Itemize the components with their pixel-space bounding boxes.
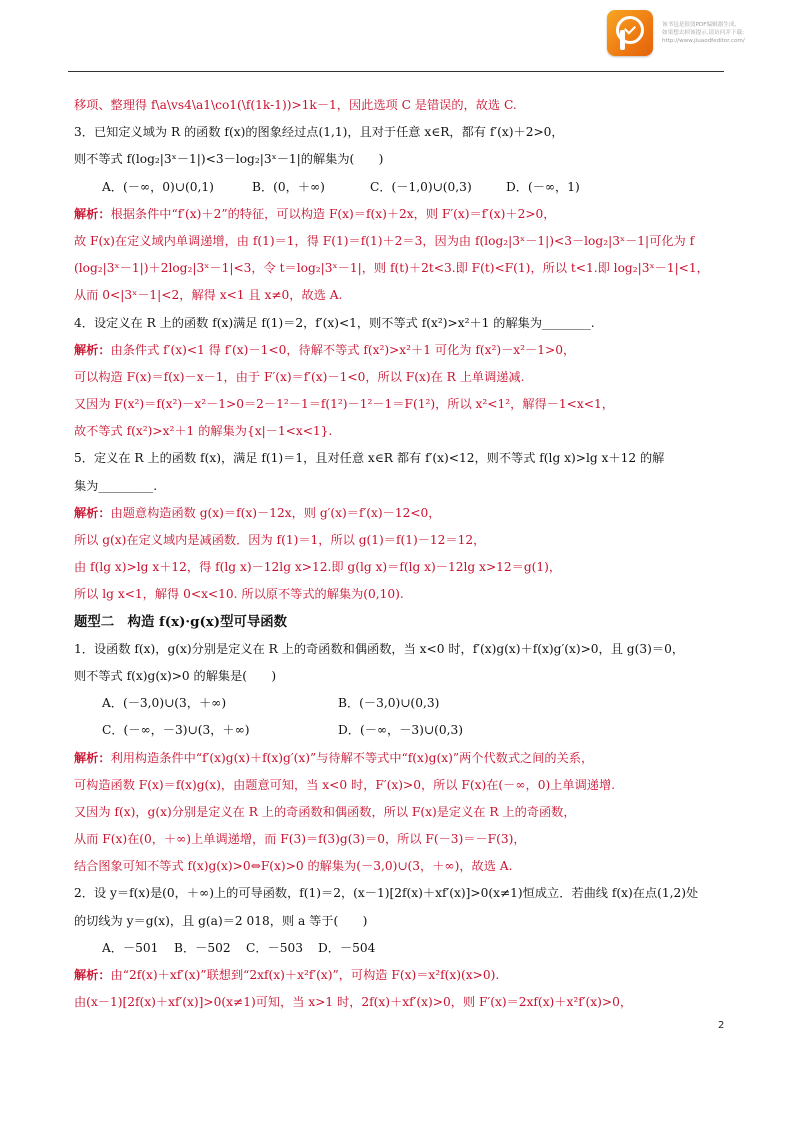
solution-label: 解析： — [74, 342, 111, 357]
solution-line: 由 f(lg x)>lg x＋12，得 f(lg x)－12lg x>12.即 g(lg x)＝f(lg x)－12lg x>12＝g(1)， — [74, 560, 562, 575]
answer-option: D．－504 — [318, 940, 376, 955]
problem-line: 集为_________. — [74, 478, 158, 493]
solution-line: 从而 F(x)在(0，＋∞)上单调递增，而 F(3)＝f(3)g(3)＝0，所以 F(－3)＝－F(3)， — [74, 832, 526, 847]
answer-options — [74, 174, 730, 201]
answer-option: B．－502 — [174, 940, 231, 955]
problem-line: 3．已知定义域为 R 的函数 f(x)的图象经过点(1,1)，且对于任意 x∈R，都有 f′(x)＋2>0， — [74, 125, 564, 140]
solution-line: 故不等式 f(x²)>x²＋1 的解集为{x|－1<x<1}. — [74, 424, 333, 439]
section-heading: 题型二 构造 f(x)·g(x)型可导函数 — [74, 613, 288, 630]
problem-line: 4．设定义在 R 上的函数 f(x)满足 f(1)＝2，f′(x)<1，则不等式 f(x²)>x²＋1 的解集为________. — [74, 315, 595, 330]
answer-option: C．(－1,0)∪(0,3) — [370, 179, 472, 194]
answer-option: A．－501 — [102, 940, 159, 955]
notice-line: 如果想去掉该提示,请访问并下载: — [662, 30, 744, 36]
solution-text: 根据条件中“f′(x)＋2”的特征，可以构造 F(x)＝f(x)＋2x，则 F′(x)＝f′(x)＋2>0， — [110, 206, 556, 221]
solution-label: 解析： — [74, 750, 111, 765]
solution-line — [74, 337, 730, 364]
answer-options — [74, 935, 730, 962]
solution-line: 故 F(x)在定义域内单调递增，由 f(1)＝1，得 F(1)＝f(1)＋2＝3，因为由 f(log₂|3ˣ－1|)<3－log₂|3ˣ－1|可化为 f — [74, 233, 695, 248]
answer-option: D．(－∞，1) — [506, 179, 580, 194]
problem-line: 5．定义在 R 上的函数 f(x)，满足 f(1)＝1，且对任意 x∈R 都有 f′(x)<12，则不等式 f(lg x)>lg x＋12 的解 — [74, 451, 665, 466]
solution-line — [74, 500, 730, 527]
solution-label: 解析： — [74, 206, 111, 221]
answer-options — [74, 717, 730, 744]
solution-line: 又因为 F(x²)＝f(x²)－x²－1>0＝2－1²－1＝f(1²)－1²－1＝F(1²)，所以 x²<1²，解得－1<x<1， — [74, 397, 614, 412]
solution-line: 结合图象可知不等式 f(x)g(x)>0⇔F(x)>0 的解集为(－3,0)∪(3，＋∞)，故选 A. — [74, 859, 513, 874]
notice-line: 该书包是很烫PDF编辑器生成, — [662, 22, 737, 28]
page-number: 2 — [718, 1020, 725, 1031]
problem-line: 则不等式 f(x)g(x)>0 的解集是( ) — [74, 668, 277, 683]
solution-text: 利用构造条件中“f′(x)g(x)＋f(x)g′(x)”与待解不等式中“f(x)g(x)”两个代数式之间的关系， — [110, 750, 594, 765]
solution-line — [74, 201, 730, 228]
solution-text: 由“2f(x)＋xf′(x)”联想到“2xf(x)＋x²f′(x)”，可构造 F(x)＝x²f(x)(x>0). — [110, 968, 500, 982]
answer-option: C．－503 — [246, 940, 303, 955]
solution-line: 可以构造 F(x)＝f(x)－x－1，由于 F′(x)＝f′(x)－1<0，所以 F(x)在 R 上单调递减. — [74, 369, 525, 384]
solution-label: 解析： — [74, 505, 111, 520]
answer-option: B．(－3,0)∪(0,3) — [338, 696, 440, 711]
answer-options — [74, 690, 730, 717]
problem-line: 的切线为 y＝g(x)，且 g(a)＝2 018，则 a 等于( ) — [74, 913, 368, 928]
solution-line — [74, 962, 730, 989]
solution-line — [74, 745, 730, 772]
solution-line: 又因为 f(x)，g(x)分别是定义在 R 上的奇函数和偶函数，所以 F(x)是定义在 R 上的奇函数， — [74, 804, 576, 819]
watermark-notice — [662, 21, 766, 45]
solution-text: 由条件式 f′(x)<1 得 f′(x)－1<0，待解不等式 f(x²)>x²＋1 可化为 f(x²)－x²－1>0， — [110, 342, 576, 357]
problem-line: 则不等式 f(log₂|3ˣ－1|)<3－log₂|3ˣ－1|的解集为( ) — [74, 152, 384, 167]
solution-line: 所以 g(x)在定义域内是减函数．因为 f(1)＝1，所以 g(1)＝f(1)－12＝12， — [74, 533, 486, 547]
solution-line: 从而 0<|3ˣ－1|<2，解得 x<1 且 x≠0，故选 A. — [74, 288, 343, 303]
solution-text: 由题意构造函数 g(x)＝f(x)－12x，则 g′(x)＝f′(x)－12<0， — [110, 505, 441, 520]
solution-line: 可构造函数 F(x)＝f(x)g(x)，由题意可知，当 x<0 时，F′(x)>0，所以 F(x)在(－∞，0)上单调递增. — [74, 777, 616, 792]
solution-line: (log₂|3ˣ－1|)＋2log₂|3ˣ－1|<3，令 t＝log₂|3ˣ－1|，则 f(t)＋2t<3.即 F(t)<F(1)，所以 t<1.即 log₂|3ˣ－1|<1， — [74, 261, 709, 276]
answer-option: A．(－∞，0)∪(0,1) — [102, 179, 214, 194]
document-body — [74, 92, 730, 1016]
problem-line: 2．设 y＝f(x)是(0，＋∞)上的可导函数，f(1)＝2，(x－1)[2f(x)＋xf′(x)]>0(x≠1)恒成立．若曲线 f(x)在点(1,2)处 — [74, 886, 699, 901]
answer-option: B．(0，＋∞) — [252, 179, 325, 194]
solution-line: 由(x－1)[2f(x)＋xf′(x)]>0(x≠1)可知，当 x>1 时，2f(x)＋xf′(x)>0，则 F′(x)＝2xf(x)＋x²f′(x)>0， — [74, 995, 633, 1010]
answer-option: D．(－∞，－3)∪(0,3) — [338, 723, 464, 738]
pdf-editor-logo-icon — [607, 10, 653, 56]
notice-line: http://www.jiuaodfeditor.com/ — [662, 38, 745, 44]
solution-line: 所以 lg x<1，解得 0<x<10. 所以原不等式的解集为(0,10). — [74, 587, 404, 602]
header-divider — [68, 71, 724, 72]
answer-option: A．(－3,0)∪(3，＋∞) — [102, 696, 227, 711]
solution-label: 解析： — [74, 968, 111, 982]
problem-line: 1．设函数 f(x)，g(x)分别是定义在 R 上的奇函数和偶函数，当 x<0 时，f′(x)g(x)＋f(x)g′(x)>0，且 g(3)＝0， — [74, 641, 685, 656]
solution-line: 移项、整理得 f\a\vs4\a1\co1(\f(1k-1))>1k－1，因此选项 C 是错误的，故选 C. — [74, 98, 517, 112]
answer-option: C．(－∞，－3)∪(3，＋∞) — [102, 723, 250, 738]
